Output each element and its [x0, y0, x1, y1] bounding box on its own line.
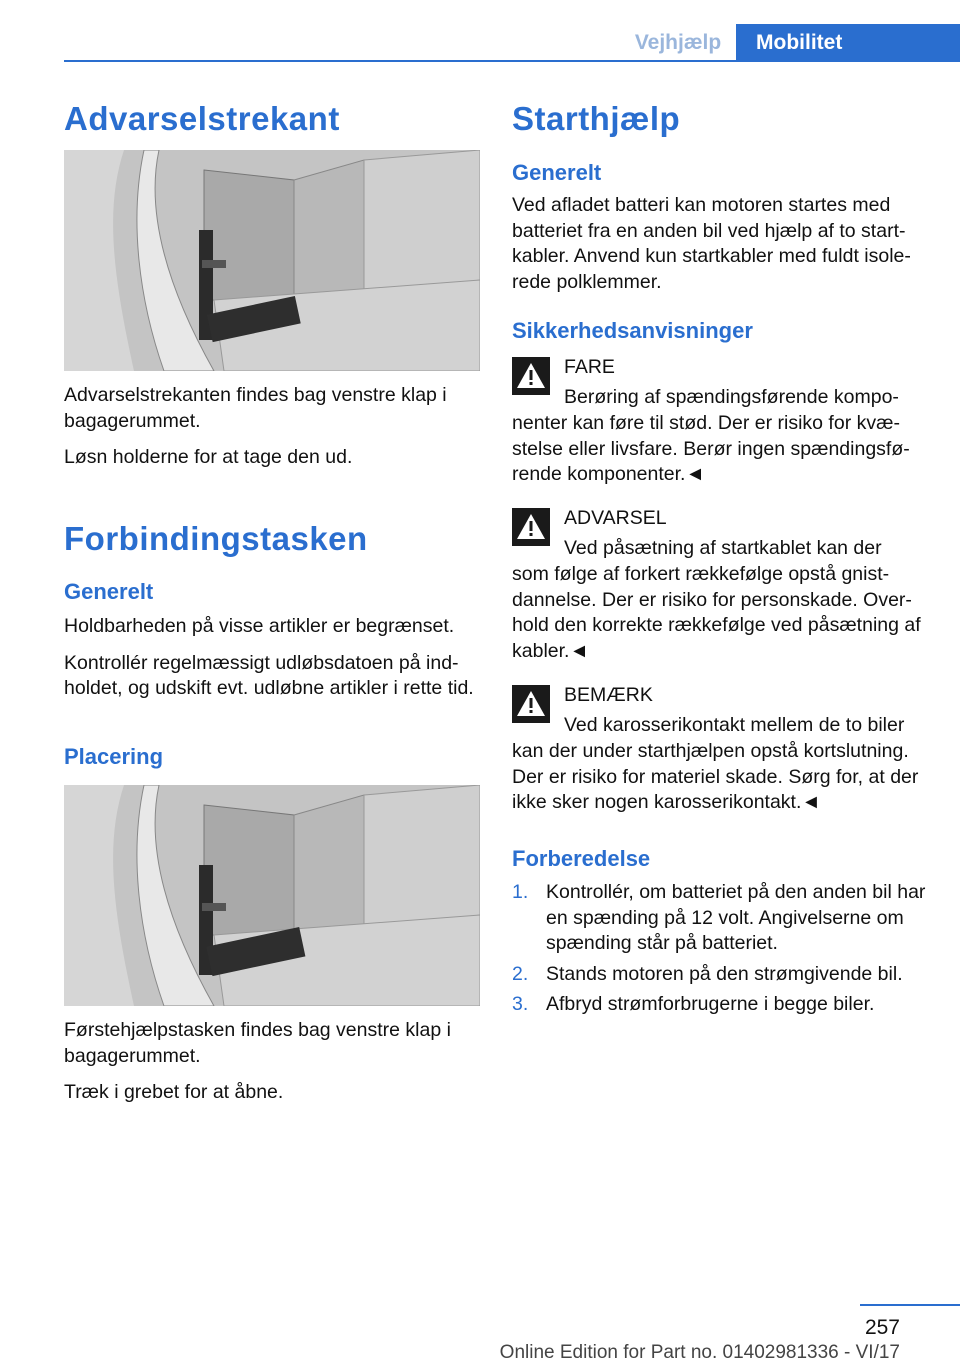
step-number: 1.	[512, 881, 529, 903]
warning-label: ADVARSEL	[564, 507, 667, 529]
warning-text: som følge af forkert rækkefølge opstå gnist-dannelse. Der er risiko for personskade. Over-hold den korrekte rækkefølge ved påsætning af kabler.◄	[512, 563, 921, 662]
step-text: Afbryd strømforbrugerne i begge biler.	[546, 993, 875, 1015]
list-item	[512, 992, 928, 1018]
warning-text: kan der under starthjælpen opstå kortslutning. Der er risiko for materiel skade. Sørg for, at der ikke sker nogen karosserikontakt.◄	[512, 740, 919, 813]
warning-text: nenter kan føre til stød. Der er risiko for kvæ-stelse eller livsfare. Berør ingen spændingsfø-rende komponenter.◄	[512, 412, 910, 485]
step-text: Stands motoren på den strømgivende bil.	[546, 962, 903, 985]
step-number: 3.	[512, 993, 529, 1015]
generelt-paragraph-2: Kontrollér regelmæssigt udløbsdatoen på ind-holdet, og udskift evt. udløbne artikler i rette tid.	[64, 651, 474, 699]
warning-triangle-caption: Advarselstrekanten findes bag venstre klap i bagagerummet.	[64, 384, 447, 432]
warning-first-line: Ved påsætning af startkablet kan der	[564, 537, 882, 559]
warning-label: BEMÆRK	[564, 684, 653, 706]
first-aid-caption: Førstehjælpstasken findes bag venstre klap i bagagerummet.	[64, 1019, 451, 1067]
trunk-photo-warning-triangle	[64, 150, 480, 371]
generelt-paragraph-1: Holdbarheden på visse artikler er begrænset.	[64, 615, 455, 637]
starthjaelp-generelt-text: Ved afladet batteri kan motoren startes med batteriet fra en anden bil ved hjælp af to start-kabler. Anvend kun startkabler med fuldt isole-rede polklemmer.	[512, 194, 911, 293]
edition-footer: Online Edition for Part no. 01402981336 - VI/17	[499, 1342, 900, 1363]
subheading-forberedelse: Forberedelse	[512, 846, 651, 871]
warning-label: FARE	[564, 356, 615, 378]
tab-mobilitet[interactable]	[736, 24, 960, 62]
tab-mobilitet-label: Mobilitet	[756, 31, 843, 54]
section-title-starthjaelp: Starthjælp	[512, 100, 681, 137]
tab-vejhjaelp[interactable]: Vejhjælp	[634, 31, 722, 54]
trunk-photo-first-aid-kit	[64, 785, 480, 1006]
list-item	[512, 962, 928, 988]
warning-first-line: Ved karosserikontakt mellem de to biler	[564, 714, 905, 736]
preparation-steps	[512, 880, 928, 1023]
page-number: 257	[864, 1316, 900, 1339]
list-item	[512, 880, 928, 957]
header-rule	[64, 60, 960, 62]
subheading-generelt-left: Generelt	[64, 579, 154, 604]
first-aid-instruction: Træk i grebet for at åbne.	[64, 1081, 284, 1103]
warning-triangle-instruction: Løsn holderne for at tage den ud.	[64, 446, 353, 468]
warning-triangle-icon	[512, 508, 550, 546]
warning-triangle-icon	[512, 685, 550, 723]
step-text: Kontrollér, om batteriet på den anden bil har en spænding på 12 volt. Angivelserne om spænding står på batteriet.	[546, 881, 926, 954]
subheading-sikkerhedsanvisninger: Sikkerhedsanvisninger	[512, 318, 753, 343]
warning-triangle-icon	[512, 357, 550, 395]
page-number-rule	[860, 1304, 960, 1306]
section-title-forbindingstasken: Forbindingstasken	[64, 520, 368, 557]
step-number: 2.	[512, 962, 529, 985]
section-title-advarselstrekant: Advarselstrekant	[64, 100, 340, 137]
subheading-generelt-right: Generelt	[512, 160, 602, 185]
subheading-placering: Placering	[64, 744, 164, 769]
warning-first-line: Berøring af spændingsførende kompo-	[564, 386, 899, 408]
